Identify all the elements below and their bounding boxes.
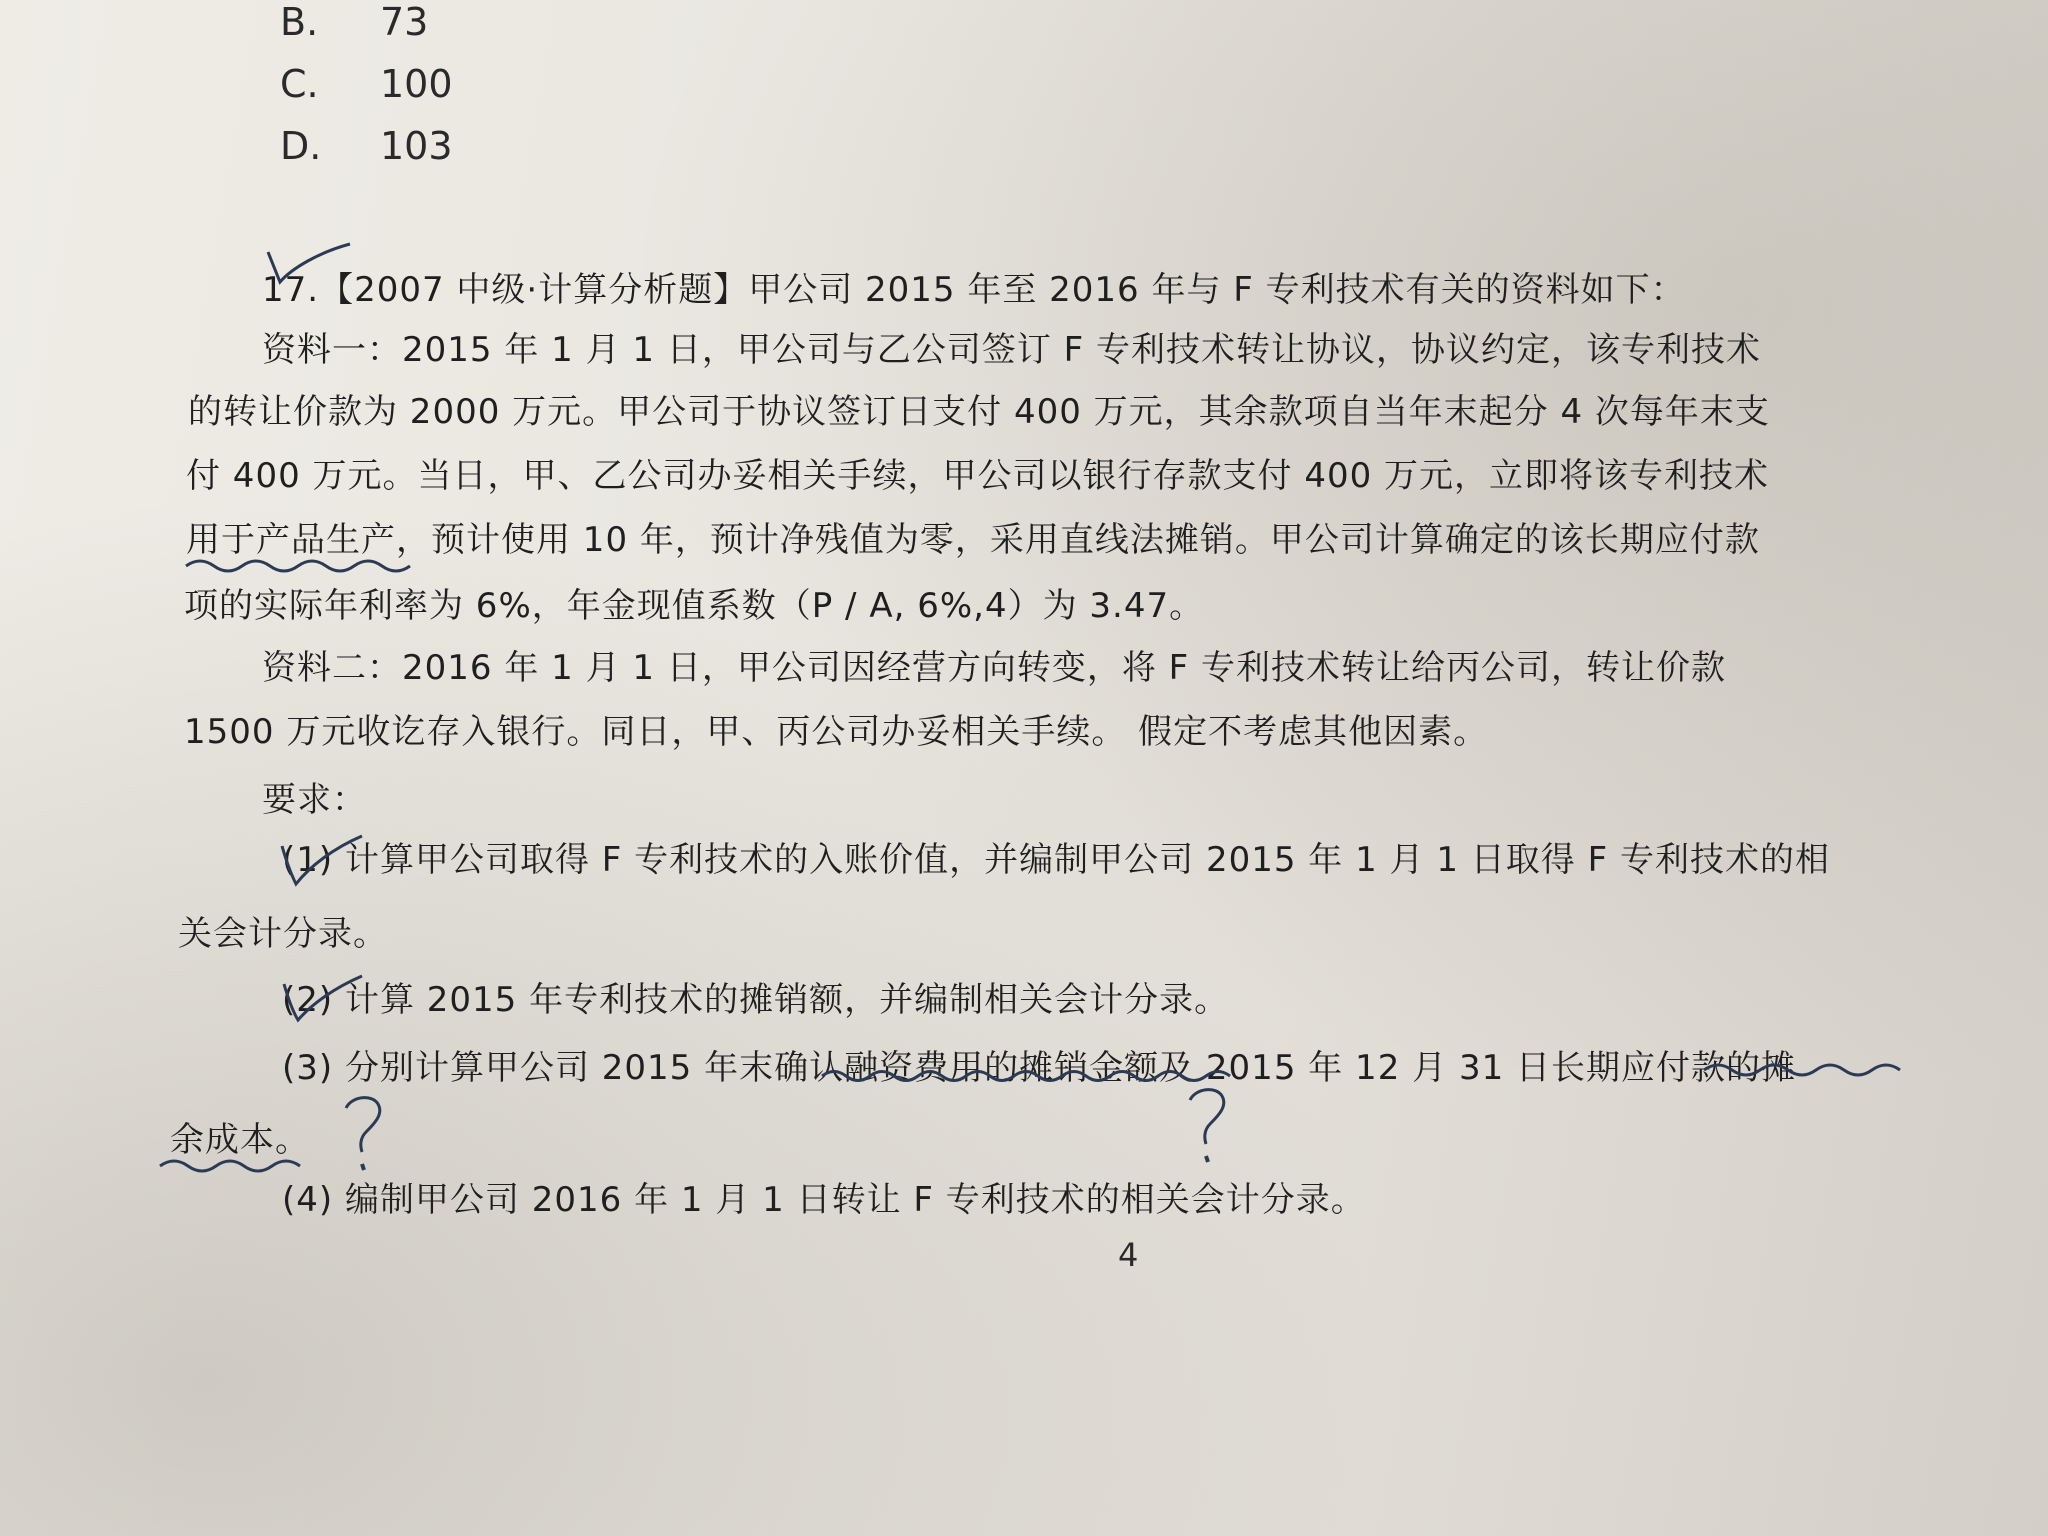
question-mark-2 — [1190, 1090, 1224, 1144]
option-value: 100 — [380, 62, 453, 106]
wavy-underline-4 — [160, 1161, 300, 1171]
material-one-line-3: 付 400 万元。当日，甲、乙公司办妥相关手续，甲公司以银行存款支付 400 万元，立即将该专利技术 — [186, 456, 1770, 496]
material-one-line-2: 的转让价款为 2000 万元。甲公司于协议签订日支付 400 万元，其余款项自当年末起分 4 次每年末支 — [188, 392, 1770, 432]
material-two-line-2: 1500 万元收讫存入银行。同日，甲、丙公司办妥相关手续。 假定不考虑其他因素。 — [184, 712, 1489, 752]
option-d — [280, 124, 453, 168]
option-letter: B. — [280, 0, 319, 44]
option-c — [280, 62, 453, 106]
requirement-2: (2) 计算 2015 年专利技术的摊销额，并编制相关会计分录。 — [282, 980, 1230, 1020]
page-number: 4 — [1118, 1236, 1139, 1274]
material-one-line-1: 资料一：2015 年 1 月 1 日，甲公司与乙公司签订 F 专利技术转让协议，协议约定，该专利技术 — [262, 330, 1761, 370]
wavy-underline-1 — [186, 561, 410, 571]
requirement-3-line-1: (3) 分别计算甲公司 2015 年末确认融资费用的摊销金额及 2015 年 12 月 31 日长期应付款的摊 — [282, 1048, 1797, 1088]
option-letter: D. — [280, 124, 322, 168]
material-two-line-1: 资料二：2016 年 1 月 1 日，甲公司因经营方向转变，将 F 专利技术转让给丙公司，转让价款 — [262, 648, 1726, 688]
requirement-3-line-2: 余成本。 — [170, 1120, 310, 1160]
requirement-1-line-2: 关会计分录。 — [178, 914, 388, 954]
material-one-line-4: 用于产品生产，预计使用 10 年，预计净残值为零，采用直线法摊销。甲公司计算确定的该长期应付款 — [186, 520, 1760, 560]
requirement-4: (4) 编制甲公司 2016 年 1 月 1 日转让 F 专利技术的相关会计分录。 — [282, 1180, 1366, 1220]
option-b — [280, 0, 428, 44]
option-letter: C. — [280, 62, 319, 106]
option-value: 73 — [380, 0, 429, 44]
question-heading: 17.【2007 中级·计算分析题】甲公司 2015 年至 2016 年与 F 专利技术有关的资料如下： — [262, 270, 1686, 310]
requirements-heading: 要求： — [262, 780, 367, 820]
question-mark-1 — [346, 1098, 380, 1152]
option-value: 103 — [380, 124, 453, 168]
requirement-1-line-1: (1) 计算甲公司取得 F 专利技术的入账价值，并编制甲公司 2015 年 1 月 1 日取得 F 专利技术的相 — [282, 840, 1830, 880]
material-one-line-5: 项的实际年利率为 6%，年金现值系数（P / A, 6%,4）为 3.47。 — [184, 586, 1205, 626]
